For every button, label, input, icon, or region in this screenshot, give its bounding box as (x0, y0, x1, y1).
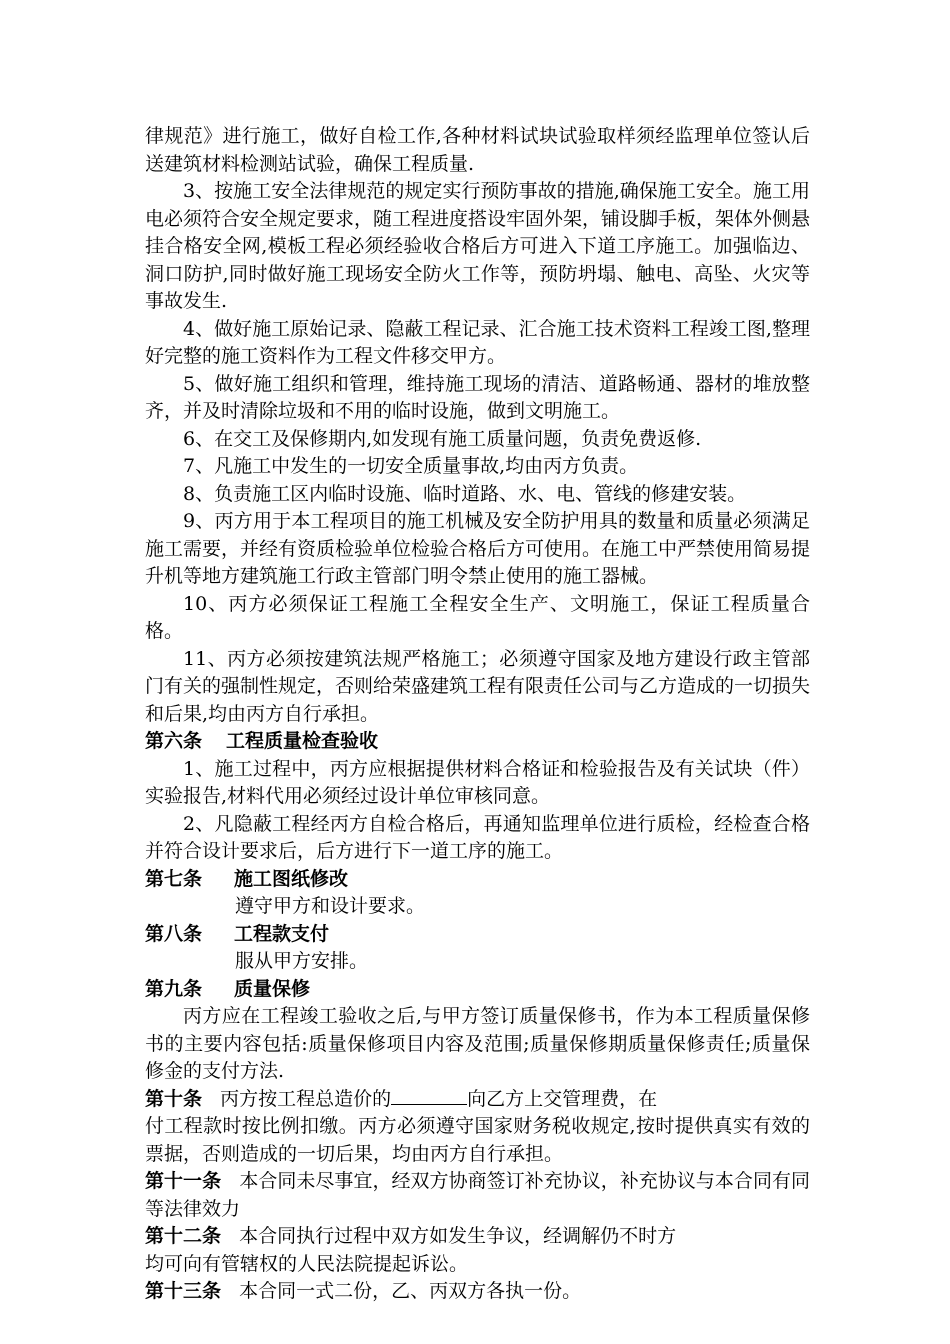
article-13-text: 本合同一式二份，乙、丙双方各执一份。 (239, 1280, 582, 1302)
article-12-text-b: 均可向有管辖权的人民法院提起诉讼。 (145, 1252, 469, 1275)
article-7-title: 施工图纸修改 (234, 867, 349, 890)
article-11 (145, 1168, 810, 1223)
article-6-number: 第六条 (145, 730, 203, 752)
article-6-heading (145, 728, 810, 756)
fee-blank-field (391, 1086, 467, 1105)
paragraph-item-8: 8、负责施工区内临时设施、临时道路、水、电、管线的修建安装。 (183, 482, 747, 505)
article-12-number: 第十二条 (145, 1225, 222, 1247)
article-8-body: 服从甲方安排。 (235, 950, 369, 972)
article-11-text: 本合同未尽事宜，经双方协商签订补充协议，补充协议与本合同有同等法律效力 (145, 1170, 810, 1220)
article-10-text-b: 向乙方上交管理费，在 (467, 1087, 658, 1110)
article-6-item-2: 2、凡隐蔽工程经丙方自检合格后，再通知监理单位进行质检，经检查合格并符合设计要求后，后方进行下一道工序的施工。 (145, 812, 810, 862)
paragraph-item-4: 4、做好施工原始记录、隐蔽工程记录、汇合施工技术资料工程竣工图,整理好完整的施工资料作为工程文件移交甲方。 (145, 317, 810, 367)
article-9-body: 丙方应在工程竣工验收之后,与甲方签订质量保修书，作为本工程质量保修书的主要内容包括:质量保修项目内容及范围;质量保修期质量保修责任;质量保修金的支付方法. (145, 1005, 810, 1082)
article-8-heading (145, 921, 810, 949)
paragraph-item-11: 11、丙方必须按建筑法规严格施工；必须遵守国家及地方建设行政主管部门有关的强制性规定，否则给荣盛建筑工程有限责任公司与乙方造成的一切损失和后果,均由丙方自行承担。 (145, 647, 811, 725)
paragraph-item-6: 6、在交工及保修期内,如发现有施工质量问题，负责免费返修. (183, 427, 702, 450)
article-10-line-1 (145, 1086, 810, 1114)
paragraph-item-10: 10、丙方必须保证工程施工全程安全生产、文明施工，保证工程质量合格。 (145, 592, 810, 642)
article-9-number: 第九条 (145, 977, 203, 1000)
paragraph-item-7: 7、凡施工中发生的一切安全质量事故,均由丙方负责。 (183, 455, 639, 477)
article-6-title: 工程质量检查验收 (226, 730, 379, 752)
article-7-heading (145, 866, 810, 894)
article-9-title: 质量保修 (234, 977, 311, 1000)
article-12-text-a: 本合同执行过程中双方如发生争议，经调解仍不时方 (239, 1225, 677, 1247)
article-7-number: 第七条 (145, 867, 203, 890)
document-page (145, 123, 810, 1306)
article-8-number: 第八条 (145, 922, 203, 945)
paragraph-item-5: 5、做好施工组织和管理，维持施工现场的清洁、道路畅通、器材的堆放整齐，并及时清除垃圾和不用的临时设施，做到文明施工。 (145, 372, 810, 422)
article-10-number: 第十条 (145, 1087, 203, 1110)
article-13-number: 第十三条 (145, 1280, 222, 1302)
article-7-body: 遵守甲方和设计要求。 (235, 895, 426, 917)
paragraph-continued: 律规范》进行施工，做好自检工作,各种材料试块试验取样须经监理单位签认后送建筑材料检测站试验，确保工程质量. (145, 125, 810, 175)
article-9-heading (145, 976, 810, 1004)
article-8-title: 工程款支付 (234, 922, 330, 945)
paragraph-item-9: 9、丙方用于本工程项目的施工机械及安全防护用具的数量和质量必须满足施工需要，并经有资质检验单位检验合格后方可使用。在施工中严禁使用简易提升机等地方建筑施工行政主管部门明令禁止使用的施工器械。 (145, 510, 811, 587)
article-10-body: 付工程款时按比例扣缴。丙方必须遵守国家财务税收规定,按时提供真实有效的票据，否则造成的一切后果，均由丙方自行承担。 (145, 1115, 810, 1165)
article-13 (145, 1278, 810, 1306)
article-6-item-1: 1、施工过程中，丙方应根据提供材料合格证和检验报告及有关试块（件）实验报告,材料代用必须经过设计单位审核同意。 (145, 757, 810, 807)
article-12-line-1 (145, 1223, 810, 1251)
paragraph-item-3: 3、按施工安全法律规范的规定实行预防事故的措施,确保施工安全。施工用电必须符合安全规定要求，随工程进度搭设牢固外架，铺设脚手板，架体外侧悬挂合格安全网,模板工程必须经验收合格后方可进入下道工序施工。加强临边、洞口防护,同时做好施工现场安全防火工作等，预防坍塌、触电、高坠、火灾等事故发生. (145, 180, 811, 312)
article-11-number: 第十一条 (145, 1170, 222, 1192)
article-10-text-a: 丙方按工程总造价的 (220, 1087, 392, 1110)
